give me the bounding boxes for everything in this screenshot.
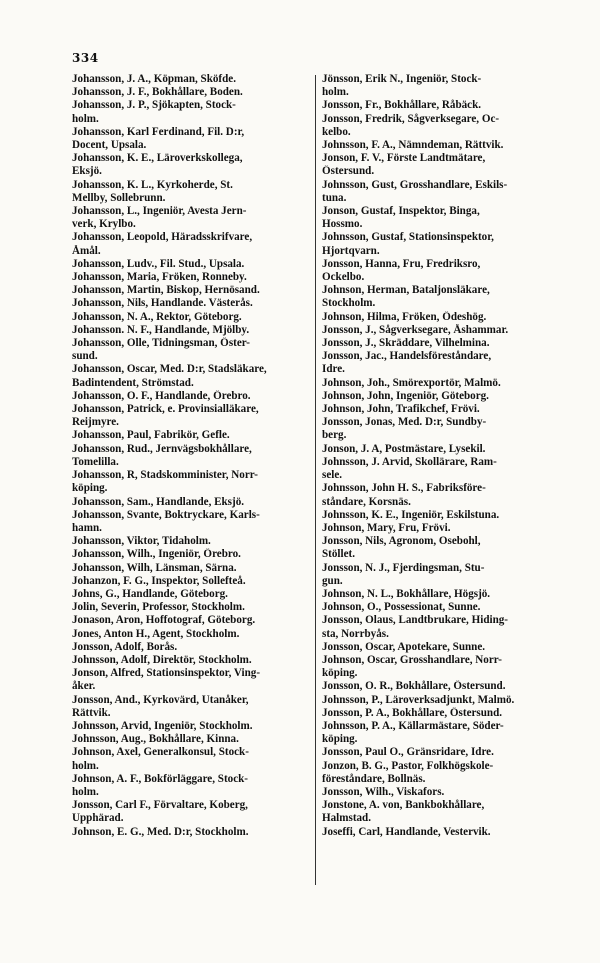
entry-line: Upphärad. (72, 812, 124, 825)
entry-line: Johnson, N. L., Bokhållare, Högsjö. (322, 587, 491, 600)
entry-line: Johnsson, P., Läroverksadjunkt, Malmö. (322, 693, 515, 706)
entry-line: köping. (322, 667, 358, 680)
entry-line: Jonzon, B. G., Pastor, Folkhögskole- (322, 759, 494, 772)
entry-line: Johnsson, J. Arvid, Skollärare, Ram- (322, 455, 497, 468)
entry-line: gun. (322, 574, 343, 587)
entry-line: Jonsson, And., Kyrkovärd, Utanåker, (72, 693, 249, 706)
entry-line: åker. (72, 680, 96, 693)
entry-line: Johansson, Ludv., Fil. Stud., Upsala. (72, 257, 245, 270)
entry-line: Eksjö. (72, 165, 102, 178)
entry-line: Johnson, Oscar, Grosshandlare, Norr- (322, 653, 502, 666)
entry-line: berg. (322, 429, 347, 442)
entry-line: Jonsson, Paul O., Gränsridare, Idre. (322, 746, 494, 759)
entry-line: Jonsson, Hanna, Fru, Fredriksro, (322, 257, 481, 270)
entry-line: Johansson, Viktor, Tidaholm. (72, 535, 211, 548)
entry-line: Johansson, Karl Ferdinand, Fil. D:r, (72, 125, 245, 138)
entry-line: Jonson, Gustaf, Inspektor, Binga, (322, 205, 480, 218)
entry-line: Johansson, J. A., Köpman, Sköfde. (72, 73, 236, 85)
entry-line: Idre. (322, 363, 345, 376)
entry-line: Jonson, F. V., Förste Landtmätare, (322, 152, 486, 165)
entry-line: holm. (72, 759, 99, 772)
entry-line: Johansson, R, Stadskomminister, Norr- (72, 469, 258, 482)
entry-line: Johnsson, K. E., Ingeniör, Eskilstuna. (322, 508, 500, 521)
entry-line: Jonsson, Carl F., Förvaltare, Koberg, (72, 799, 248, 812)
entry-line: holm. (72, 785, 99, 798)
entry-line: Johansson. N. F., Handlande, Mjölby. (72, 323, 250, 336)
entry-line: Johansson, Patrick, e. Provinsialläkare, (72, 403, 259, 416)
entry-line: Johansson, Nils, Handlande. Västerås. (72, 297, 253, 310)
entry-line: Johansson, Martin, Biskop, Hernösand. (72, 284, 260, 297)
entry-line: Johansson, N. A., Rektor, Göteborg. (72, 310, 242, 323)
entry-line: ståndare, Korsnäs. (322, 495, 411, 508)
entry-line: Åmål. (72, 244, 101, 257)
entry-line: Jolin, Severin, Professor, Stockholm. (72, 601, 245, 614)
entry-line: Johnson, Hilma, Fröken, Ödeshög. (322, 310, 487, 323)
entry-line: Stockholm. (322, 297, 376, 310)
entry-line: Reijmyre. (72, 416, 119, 429)
entry-line: Johnson, O., Possessionat, Sunne. (322, 601, 481, 614)
entry-line: Johansson, Svante, Boktryckare, Karls- (72, 508, 260, 521)
entry-line: Johns, G., Handlande, Göteborg. (72, 587, 228, 600)
entry-line: Jonsson, J., Sågverksegare, Åshammar. (322, 323, 509, 336)
entry-line: sta, Norrbyås. (322, 627, 389, 640)
entry-line: Johansson, Leopold, Häradsskrifvare, (72, 231, 253, 244)
entry-line: holm. (322, 86, 349, 99)
entry-line: Jonsson, Nils, Agronom, Osebohl, (322, 535, 481, 548)
entry-line: Johnson, John, Ingeniör, Göteborg. (322, 389, 489, 402)
entry-line: Johnsson, John H. S., Fabriksföre- (322, 482, 486, 495)
entry-line: Rättvik. (72, 706, 111, 719)
entry-line: Johansson, J. F., Bokhållare, Boden. (72, 86, 243, 99)
entry-line: Johnsson, Arvid, Ingeniör, Stockholm. (72, 719, 253, 732)
entry-line: Johansson, Oscar, Med. D:r, Stadsläkare, (72, 363, 267, 376)
entry-line: Jonsson, Jac., Handelsföreståndare, (322, 350, 492, 363)
entry-line: hamn. (72, 521, 102, 534)
left-column (72, 73, 322, 839)
entry-line: Johansson, K. E., Läroverkskollega, (72, 152, 243, 165)
entry-line: Johansson, Rud., Jernvägsbokhållare, (72, 442, 252, 455)
entry-line: Johansson, Wilh., Ingeniör, Örebro. (72, 548, 241, 561)
entry-line: Jonstone, A. von, Bankbokhållare, (322, 799, 485, 812)
entry-line: Johansson, K. L., Kyrkoherde, St. (72, 178, 233, 191)
entry-line: Johanzon, F. G., Inspektor, Sollefteå. (72, 574, 246, 587)
entry-line: Joseffi, Carl, Handlande, Vestervik. (322, 825, 491, 838)
entry-line: Jonsson, Adolf, Borås. (72, 640, 178, 653)
entry-line: Östersund. (322, 165, 375, 178)
entry-line: holm. (72, 112, 99, 125)
entry-line: Badintendent, Strömstad. (72, 376, 194, 389)
entry-line: Johnsson, Gust, Grosshandlare, Eskils- (322, 178, 508, 191)
entry-line: Johansson, Paul, Fabrikör, Gefle. (72, 429, 230, 442)
entry-line: Johnsson, Aug., Bokhållare, Kinna. (72, 733, 239, 746)
entry-line: Jones, Anton H., Agent, Stockholm. (72, 627, 240, 640)
entry-line: Mellby, Sollebrunn. (72, 191, 166, 204)
entry-line: sund. (72, 350, 98, 363)
entry-line: köping. (72, 482, 108, 495)
entry-line: Stöllet. (322, 548, 355, 561)
entry-line: Jönsson, Erik N., Ingeniör, Stock- (322, 73, 482, 85)
entry-line: Docent, Upsala. (72, 139, 147, 152)
entry-line: Jonson, Alfred, Stationsinspektor, Ving- (72, 667, 261, 680)
entry-line: verk, Krylbo. (72, 218, 136, 231)
entry-line: Johansson, Maria, Fröken, Ronneby. (72, 271, 247, 284)
entry-line: Johnson, Axel, Generalkonsul, Stock- (72, 746, 249, 759)
entry-line: Jonason, Aron, Hoffotograf, Göteborg. (72, 614, 256, 627)
entry-line: Johansson, Wilh, Länsman, Särna. (72, 561, 237, 574)
entry-line: Jonsson, O. R., Bokhållare, Östersund. (322, 680, 506, 693)
entry-line: Tomelilla. (72, 455, 119, 468)
entry-line: Johnson, E. G., Med. D:r, Stockholm. (72, 825, 249, 838)
entry-line: Johnson, Herman, Bataljonsläkare, (322, 284, 490, 297)
entry-line: köping. (322, 733, 358, 746)
right-column (322, 73, 572, 839)
entry-line: Johnsson, P. A., Källarmästare, Söder- (322, 719, 504, 732)
column-divider (315, 75, 316, 885)
entry-line: Jonsson, Jonas, Med. D:r, Sundby- (322, 416, 487, 429)
entry-line: Hjortqvarn. (322, 244, 380, 257)
entry-line: Johansson, Sam., Handlande, Eksjö. (72, 495, 245, 508)
entry-line: Jonsson, Olaus, Landtbrukare, Hiding- (322, 614, 508, 627)
entry-line: Johnson, John, Trafikchef, Frövi. (322, 403, 480, 416)
entry-line: Johansson, O. F., Handlande, Örebro. (72, 389, 251, 402)
entry-line: Johnson, A. F., Bokförläggare, Stock- (72, 772, 248, 785)
entry-line: Johnson, Mary, Fru, Frövi. (322, 521, 451, 534)
entry-line: Johnson, Joh., Smörexportör, Malmö. (322, 376, 501, 389)
entry-line: sele. (322, 469, 343, 482)
entry-line: föreståndare, Bollnäs. (322, 772, 426, 785)
entry-line: Jonson, J. A, Postmästare, Lysekil. (322, 442, 486, 455)
entry-line: Jonsson, P. A., Bokhållare, Östersund. (322, 706, 503, 719)
entry-line: Ockelbo. (322, 271, 365, 284)
entry-line: Jonsson, Oscar, Apotekare, Sunne. (322, 640, 486, 653)
entry-line: Johansson, Olle, Tidningsman, Öster- (72, 337, 250, 350)
entry-line: Johnsson, F. A., Nämndeman, Rättvik. (322, 139, 504, 152)
entry-line: kelbo. (322, 125, 351, 138)
entry-line: Johnsson, Adolf, Direktör, Stockholm. (72, 653, 252, 666)
entry-line: Jonsson, Fredrik, Sågverksegare, Oc- (322, 112, 500, 125)
entry-line: Johnsson, Gustaf, Stationsinspektor, (322, 231, 494, 244)
page-number: 334 (72, 51, 99, 65)
entry-line: Halmstad. (322, 812, 372, 825)
entry-line: Jonsson, Fr., Bokhållare, Råbäck. (322, 99, 482, 112)
entry-line: Hossmo. (322, 218, 363, 231)
entry-line: Jonsson, J., Skräddare, Vilhelmina. (322, 337, 490, 350)
entry-line: Johansson, L., Ingeniör, Avesta Jern- (72, 205, 247, 218)
entry-line: tuna. (322, 191, 347, 204)
entry-line: Johansson, J. P., Sjökapten, Stock- (72, 99, 236, 112)
entry-line: Jonsson, N. J., Fjerdingsman, Stu- (322, 561, 485, 574)
entry-line: Jonsson, Wilh., Viskafors. (322, 785, 445, 798)
